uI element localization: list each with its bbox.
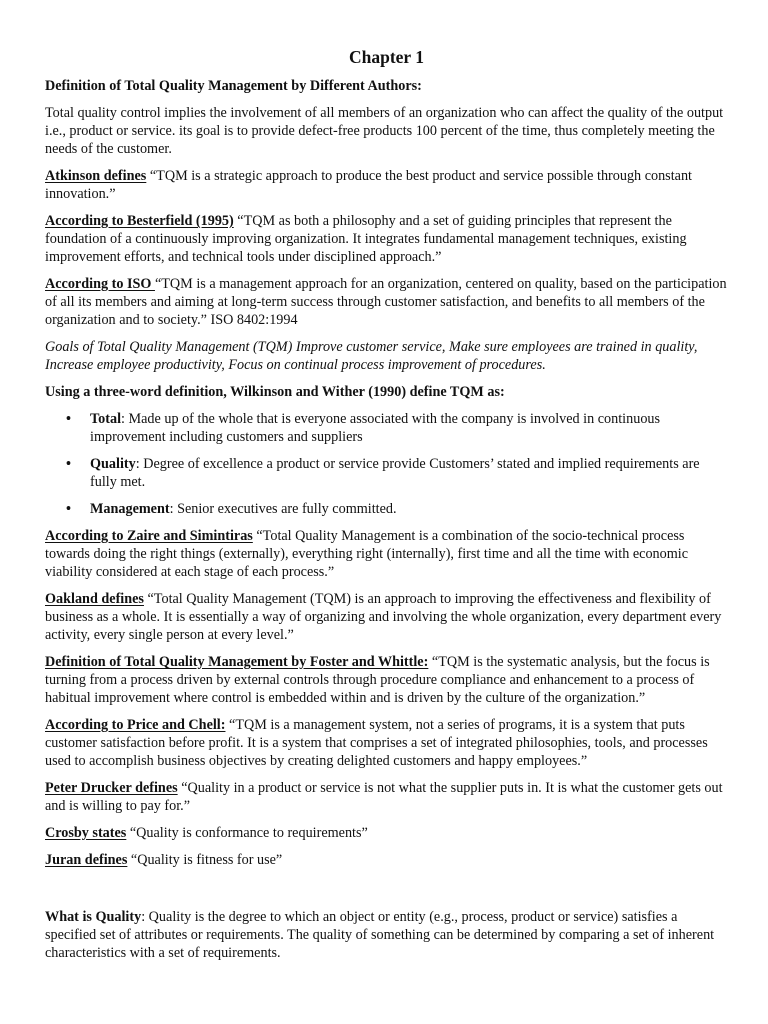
list-item [45,410,728,446]
atkinson-label: Atkinson defines [45,168,147,184]
crosby-text: “Quality is conformance to requirements” [126,825,368,841]
drucker-label: Peter Drucker defines [45,780,178,796]
what-is-quality [45,908,728,962]
bullet-icon: • [66,411,71,427]
bullet-icon: • [66,456,71,472]
price-text: “TQM is a management system, not a series of programs, it is a system that puts customer satisfaction before profit. It is a system that comprises a set of integrated philosophies, tools, and processes used to accomplish business objectives by creating delighted customers and happy employees.” [45,717,708,769]
bullet-term: Quality [90,456,136,472]
price-label: According to Price and Chell: [45,717,226,733]
atkinson-text: “TQM is a strategic approach to produce the best product and service possible through constant innovation.” [45,168,692,202]
list-item [45,455,728,491]
oakland-label: Oakland defines [45,591,144,607]
drucker-definition [45,779,728,815]
crosby-definition [45,824,728,842]
foster-label: Definition of Total Quality Management by Foster and Whittle: [45,654,429,670]
bullet-term: Management [90,501,170,517]
spacer [45,878,728,908]
what-is-quality-label: What is Quality [45,909,142,925]
besterfield-label: According to Besterfield (1995) [45,213,234,229]
iso-definition [45,275,728,329]
section-heading: Definition of Total Quality Management by Different Authors: [45,78,422,94]
price-definition [45,716,728,770]
intro-paragraph: Total quality control implies the involvement of all members of an organization who can affect the quality of the output i.e., product or service. its goal is to provide defect-free products 100 percent of the time, thus completely meeting the needs of the customer. [45,105,724,157]
three-word-definition-list [45,410,728,518]
zaire-definition [45,527,728,581]
oakland-text: “Total Quality Management (TQM) is an approach to improving the effectiveness and flexibility of business as a whole. It is essentially a way of organizing and involving the whole organization, every department every activity, every single person at every level.” [45,591,722,643]
foster-definition [45,653,728,707]
oakland-definition [45,590,728,644]
list-item [45,500,728,518]
zaire-label: According to Zaire and Simintiras [45,528,253,544]
besterfield-text: “TQM as both a philosophy and a set of guiding principles that represent the foundation of a continuously improving organization. It integrates fundamental management techniques, existing improvement efforts, and technical tools under disciplined approach.” [45,213,687,265]
zaire-text: “Total Quality Management is a combination of the socio-technical process towards doing the right things (externally), everything right (internally), first time and all the time with economic viability considered at each stage of each process.” [45,528,689,580]
iso-text: “TQM is a management approach for an organization, centered on quality, based on the participation of all its members and aiming at long-term success through customer satisfaction, and benefits to all members of the organization and to society.” ISO 8402:1994 [45,276,727,328]
what-is-quality-text: : Quality is the degree to which an object or entity (e.g., process, product or service) satisfies a specified set of attributes or requirements. The quality of something can be determined by comparing a set of inherent characteristics with a set of requirements. [45,909,715,961]
bullet-term: Total [90,411,122,427]
bullet-text: : Degree of excellence a product or service provide Customers’ stated and implied requirements are fully met. [90,456,700,490]
foster-text: “TQM is the systematic analysis, but the focus is turning from a process driven by external controls through procedure compliance and enhancement to a process of habitual improvement where control is embedded within and is driven by the culture of the organization.” [45,654,710,706]
juran-definition [45,851,728,869]
tqm-goals: Goals of Total Quality Management (TQM) Improve customer service, Make sure employees are trained in quality, Increase employee productivity, Focus on continual process improvement of procedures. [45,339,698,373]
bullet-text: : Senior executives are fully committed. [169,501,397,517]
juran-label: Juran defines [45,852,128,868]
juran-text: “Quality is fitness for use” [127,852,283,868]
iso-label: According to ISO [45,276,155,292]
besterfield-definition [45,212,728,266]
drucker-text: “Quality in a product or service is not what the supplier puts in. It is what the customer gets out and is willing to pay for.” [45,780,723,814]
bullet-icon: • [66,501,71,517]
bullet-text: : Made up of the whole that is everyone associated with the company is involved in continuous improvement including customers and suppliers [90,411,661,445]
chapter-title: Chapter 1 [348,47,425,67]
atkinson-definition [45,167,728,203]
wilkinson-heading: Using a three-word definition, Wilkinson and Wither (1990) define TQM as: [45,384,505,400]
crosby-label: Crosby states [45,825,127,841]
